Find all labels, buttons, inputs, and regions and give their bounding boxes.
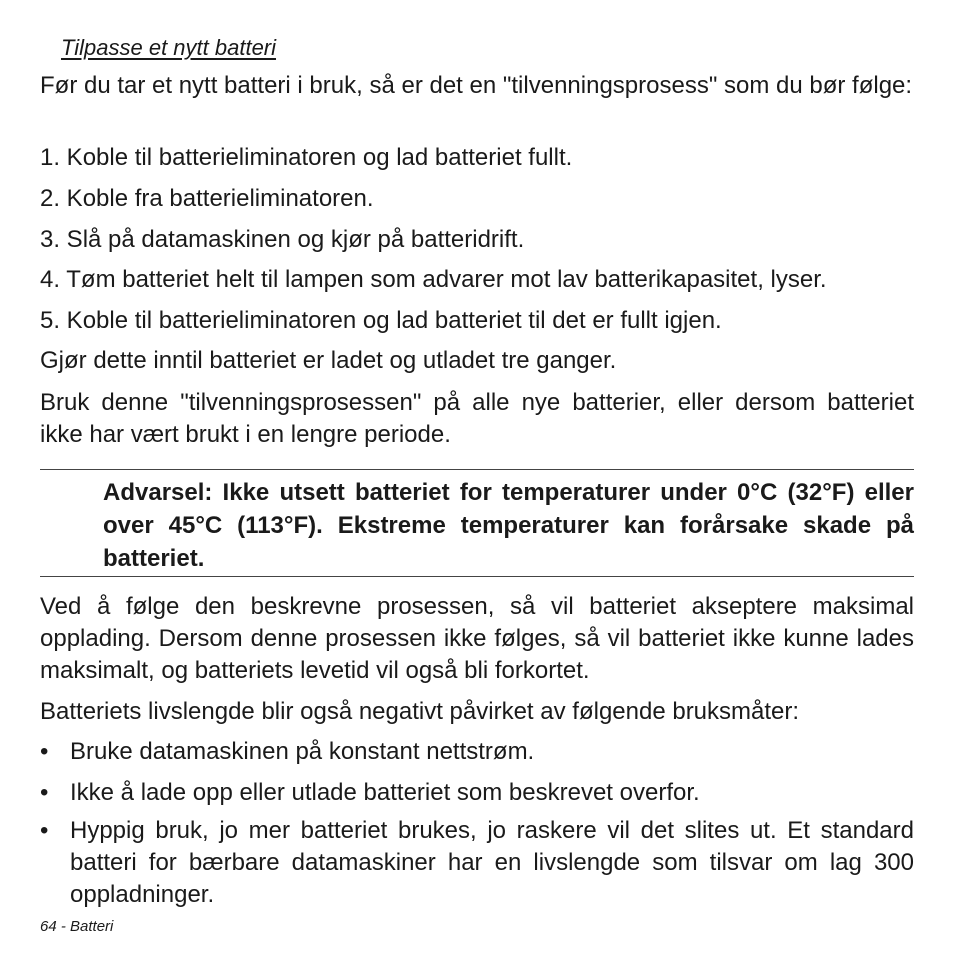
step-2: 2. Koble fra batterieliminatoren. (40, 185, 374, 212)
intro-paragraph: Før du tar et nytt batteri i bruk, så er det en "tilvenningsprosess" som du bør følge: (40, 72, 913, 99)
step-4: 4. Tøm batteriet helt til lampen som advarer mot lav batterikapasitet, lyser. (40, 266, 827, 293)
bullet-symbol: • (40, 738, 49, 765)
warning-bottom-divider (40, 576, 914, 577)
step-1: 1. Koble til batterieliminatoren og lad batteriet fullt. (40, 144, 573, 171)
result-paragraph: Ved å følge den beskrevne prosessen, så vil batteriet akseptere maksimal opplading. Dersom denne prosessen ikke følges, så vil batteriet ikke kunne lades maksimalt, og batteriets levetid vil også bli forkortet. (40, 593, 914, 684)
section-heading: Tilpasse et nytt batteri (61, 35, 277, 60)
bullet-item-2 (40, 777, 914, 809)
bullet-text: Bruke datamaskinen på konstant nettstrøm. (70, 738, 535, 765)
step-5: 5. Koble til batterieliminatoren og lad batteriet til det er fullt igjen. (40, 307, 722, 334)
bullet-symbol: • (40, 779, 49, 806)
bullet-text: Ikke å lade opp eller utlade batteriet som beskrevet overfor. (70, 779, 700, 806)
lifespan-intro: Batteriets livslengde blir også negativt påvirket av følgende bruksmåter: (40, 698, 800, 725)
warning-text: Advarsel: Ikke utsett batteriet for temperaturer under 0°C (32°F) eller over 45°C (113°F). Ekstreme temperaturer kan forårsake skade på batteriet. (103, 479, 914, 572)
step-3: 3. Slå på datamaskinen og kjør på batteridrift. (40, 226, 525, 253)
bullet-text: Hyppig bruk, jo mer batteriet brukes, jo raskere vil det slites ut. Et standard batteri for bærbare datamaskiner har en livslengde som tilsvar om lag 300 oppladninger. (70, 817, 914, 908)
bullet-item-1 (40, 736, 914, 768)
repeat-note: Gjør dette inntil batteriet er ladet og utladet tre ganger. (40, 347, 617, 374)
usage-note-paragraph: Bruk denne "tilvenningsprosessen" på alle nye batterier, eller dersom batteriet ikke har vært brukt i en lengre periode. (40, 389, 914, 448)
bullet-item-3 (40, 815, 914, 911)
warning-top-divider (40, 469, 914, 470)
page-footer: 64 - Batteri (40, 918, 114, 935)
bullet-symbol: • (40, 817, 49, 844)
